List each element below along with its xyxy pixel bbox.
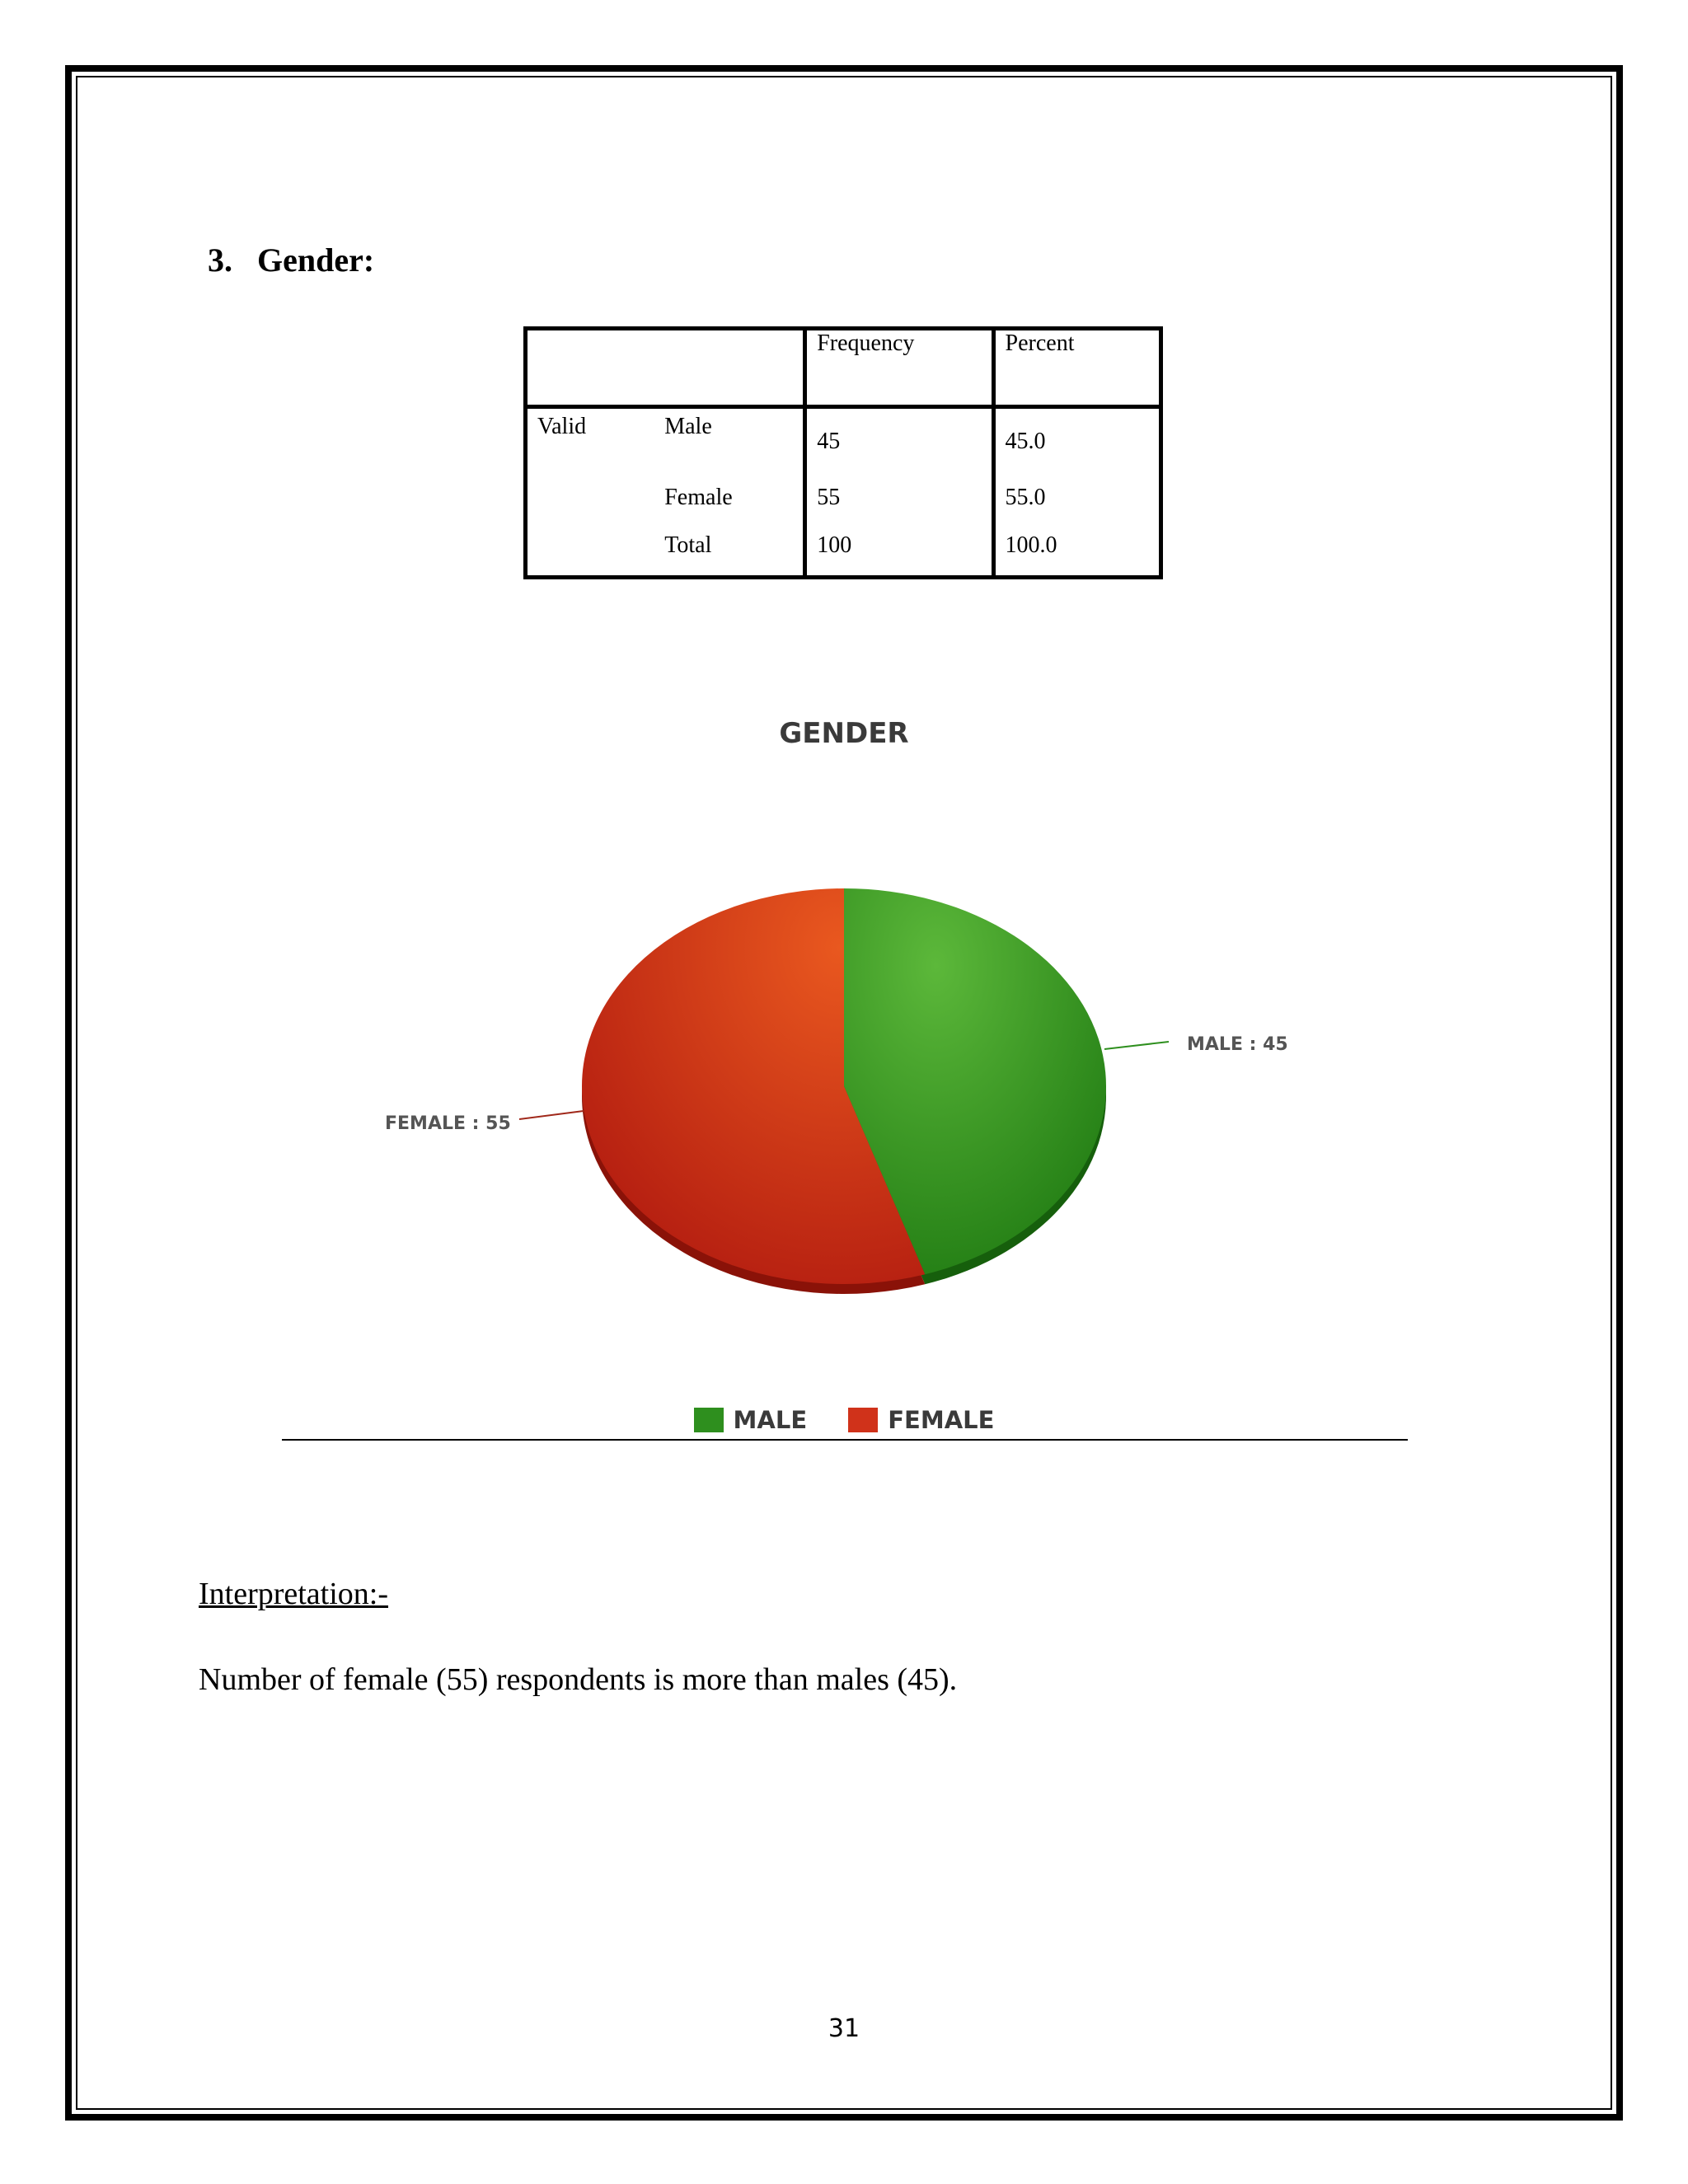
row-percent: 100.0 (993, 532, 1160, 578)
chart-title: GENDER (779, 717, 909, 750)
section-number: 3. (208, 241, 232, 279)
legend-label-male: MALE (733, 1406, 808, 1434)
header-cell (526, 329, 655, 407)
table-row (526, 407, 1161, 485)
table-row (526, 485, 1161, 532)
row-percent: 45.0 (993, 407, 1160, 485)
table-header-row (526, 329, 1161, 407)
row-group (526, 485, 655, 532)
slice-label-male: MALE : 45 (1187, 1034, 1288, 1055)
row-label: Male (664, 414, 712, 439)
frequency-table (523, 326, 1163, 579)
interpretation-text: Number of female (55) respondents is more than males (45). (199, 1662, 958, 1697)
section-heading (208, 241, 374, 279)
header-cell (654, 329, 805, 407)
row-label: Female (664, 485, 733, 510)
legend-swatch-male (694, 1408, 724, 1432)
legend-label-female: FEMALE (888, 1406, 995, 1434)
row-frequency: 45 (805, 407, 993, 485)
section-title: Gender: (257, 241, 375, 279)
row-label: Total (664, 532, 712, 558)
table-row (526, 532, 1161, 578)
row-percent: 55.0 (993, 485, 1160, 532)
row-frequency: 55 (805, 485, 993, 532)
row-group: Valid (537, 414, 587, 439)
legend-item-male (694, 1406, 808, 1434)
page-number: 31 (828, 2014, 860, 2043)
header-percent: Percent (993, 329, 1160, 407)
header-frequency: Frequency (805, 329, 993, 407)
legend-swatch-female (848, 1408, 878, 1432)
interpretation-title: Interpretation:- (199, 1577, 389, 1611)
chart-legend (0, 1406, 1688, 1438)
legend-item-female (848, 1406, 994, 1434)
chart-divider-line (282, 1439, 1408, 1441)
row-group (526, 532, 655, 578)
slice-label-female: FEMALE : 55 (385, 1113, 511, 1134)
row-frequency: 100 (805, 532, 993, 578)
